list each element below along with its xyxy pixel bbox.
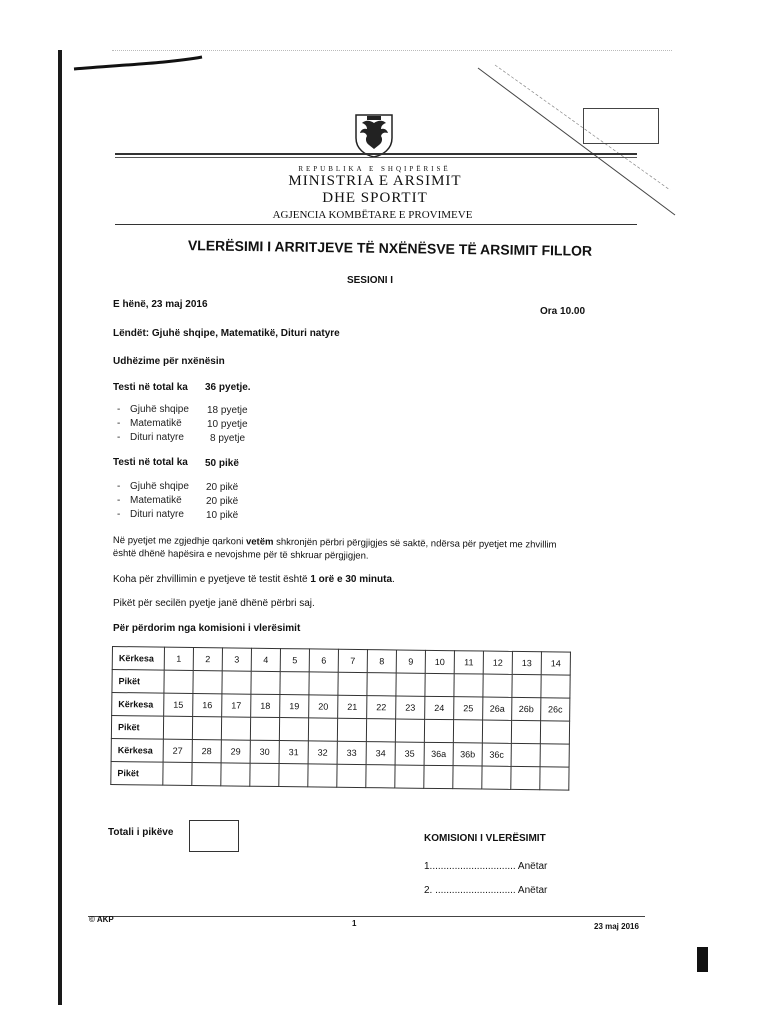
list-item-subject: Dituri natyre bbox=[130, 509, 184, 520]
question-number-cell: 7 bbox=[338, 649, 367, 672]
question-number-cell: 5 bbox=[280, 649, 309, 672]
score-entry-cell[interactable] bbox=[337, 718, 366, 741]
question-number-cell: 31 bbox=[279, 741, 308, 764]
score-entry-cell[interactable] bbox=[453, 766, 482, 789]
points-total-value: 50 pikë bbox=[205, 458, 239, 469]
score-entry-cell[interactable] bbox=[192, 762, 221, 785]
question-number-cell: 18 bbox=[251, 694, 280, 717]
question-number-cell: 11 bbox=[454, 651, 483, 674]
question-number-cell: 19 bbox=[280, 695, 309, 718]
question-number-cell: 35 bbox=[395, 742, 424, 765]
scan-left-edge bbox=[58, 50, 62, 1005]
pen-stroke bbox=[70, 55, 210, 75]
list-item-count: 10 pikë bbox=[206, 510, 239, 521]
question-number-cell bbox=[511, 743, 540, 766]
score-entry-cell[interactable] bbox=[192, 716, 221, 739]
points-total-label: Testi në total ka bbox=[113, 457, 188, 468]
score-entry-cell[interactable] bbox=[221, 717, 250, 740]
score-entry-cell[interactable] bbox=[279, 764, 308, 787]
score-entry-cell[interactable] bbox=[308, 718, 337, 741]
question-number-cell: 9 bbox=[396, 650, 425, 673]
question-number-cell: 23 bbox=[396, 696, 425, 719]
piket-label: Pikët bbox=[111, 761, 163, 785]
albania-emblem-icon bbox=[353, 112, 395, 158]
question-number-cell: 8 bbox=[367, 650, 396, 673]
score-entry-cell[interactable] bbox=[396, 673, 425, 696]
question-number-cell: 15 bbox=[164, 693, 193, 716]
session-label: SESIONI I bbox=[346, 275, 394, 286]
question-number-cell: 36c bbox=[482, 743, 511, 766]
kerkesa-label: Kërkesa bbox=[111, 738, 163, 762]
score-entry-cell[interactable] bbox=[250, 763, 279, 786]
total-points-box[interactable] bbox=[189, 820, 239, 852]
questions-total-value: 36 pyetje. bbox=[205, 382, 251, 393]
score-entry-cell[interactable] bbox=[366, 719, 395, 742]
piket-label: Pikët bbox=[111, 716, 163, 740]
question-number-cell: 4 bbox=[251, 648, 280, 671]
score-entry-cell[interactable] bbox=[366, 765, 395, 788]
emphasis-duration: 1 orë e 30 minuta bbox=[310, 574, 393, 585]
score-entry-cell[interactable] bbox=[280, 672, 309, 695]
score-entry-cell[interactable] bbox=[367, 673, 396, 696]
question-number-cell bbox=[540, 744, 569, 767]
commission-use-heading: Për përdorim nga komisioni i vlerësimit bbox=[113, 623, 301, 634]
score-entry-cell[interactable] bbox=[279, 718, 308, 741]
score-entry-cell[interactable] bbox=[338, 672, 367, 695]
footer-copyright: © AKP bbox=[89, 915, 114, 924]
list-item-count: 20 pikë bbox=[206, 482, 239, 493]
score-entry-cell[interactable] bbox=[541, 675, 570, 698]
score-entry-cell[interactable] bbox=[453, 720, 482, 743]
score-entry-cell[interactable] bbox=[193, 670, 222, 693]
questions-total-label: Testi në total ka bbox=[113, 382, 188, 393]
question-number-cell: 6 bbox=[309, 649, 338, 672]
question-number-cell: 33 bbox=[337, 741, 366, 764]
score-entry-cell[interactable] bbox=[251, 671, 280, 694]
score-entry-cell[interactable] bbox=[221, 763, 250, 786]
footer-page-number: 1 bbox=[352, 919, 357, 928]
list-item-subject: Gjuhë shqipe bbox=[130, 481, 189, 492]
list-item-subject: Gjuhë shqipe bbox=[130, 404, 189, 415]
score-entry-cell[interactable] bbox=[483, 674, 512, 697]
question-number-cell: 27 bbox=[163, 739, 192, 762]
commission-heading: KOMISIONI I VLERËSIMIT bbox=[424, 833, 546, 844]
instruction-paragraph-3: Pikët për secilën pyetje janë dhënë përbri saj. bbox=[113, 598, 315, 609]
score-entry-cell[interactable] bbox=[454, 674, 483, 697]
kerkesa-label: Kërkesa bbox=[112, 693, 164, 717]
question-number-cell: 20 bbox=[309, 695, 338, 718]
list-item-subject: Matematikë bbox=[130, 495, 182, 506]
ministry-name-line2: DHE SPORTIT bbox=[322, 190, 428, 206]
exam-title: VLERËSIMI I ARRITJEVE TË NXËNËSVE TË ARSIMIT FILLOR bbox=[187, 237, 593, 259]
question-number-cell: 12 bbox=[483, 651, 512, 674]
commission-member-1: 1............................... Anëtar bbox=[424, 861, 548, 872]
footer-rule bbox=[88, 916, 645, 917]
score-entry-cell[interactable] bbox=[163, 716, 192, 739]
commission-member-2: 2. ............................. Anëtar bbox=[424, 885, 548, 896]
question-number-cell: 2 bbox=[193, 647, 222, 670]
footer-date: 23 maj 2016 bbox=[594, 922, 639, 931]
score-entry-cell[interactable] bbox=[512, 674, 541, 697]
question-number-cell: 32 bbox=[308, 741, 337, 764]
question-number-cell: 3 bbox=[222, 648, 251, 671]
scoring-table bbox=[110, 646, 571, 791]
question-number-cell: 16 bbox=[193, 693, 222, 716]
score-entry-cell[interactable] bbox=[222, 671, 251, 694]
piket-label: Pikët bbox=[112, 670, 164, 694]
question-number-cell: 29 bbox=[221, 740, 250, 763]
agency-rule bbox=[115, 224, 637, 225]
score-entry-cell[interactable] bbox=[424, 765, 453, 788]
score-entry-cell[interactable] bbox=[511, 766, 540, 789]
ministry-name-line1: MINISTRIA E ARSIMIT bbox=[288, 173, 462, 189]
agency-name: AGJENCIA KOMBËTARE E PROVIMEVE bbox=[272, 209, 473, 221]
question-number-cell: 14 bbox=[541, 652, 570, 675]
question-number-cell: 25 bbox=[454, 697, 483, 720]
question-number-cell: 26c bbox=[541, 698, 570, 721]
exam-date: E hënë, 23 maj 2016 bbox=[113, 299, 208, 310]
republika-line: REPUBLIKA E SHQIPËRISË bbox=[298, 165, 451, 173]
header-rule-thin bbox=[115, 157, 637, 158]
score-entry-cell[interactable] bbox=[482, 766, 511, 789]
emphasis-vetem: vetëm bbox=[245, 536, 274, 548]
exam-time: Ora 10.00 bbox=[540, 306, 586, 317]
score-entry-cell[interactable] bbox=[308, 764, 337, 787]
instruction-paragraph-2: Koha për zhvillimin e pyetjeve të testit është 1 orë e 30 minuta. bbox=[113, 574, 395, 585]
scan-top-edge bbox=[112, 50, 672, 51]
list-item-count: 20 pikë bbox=[206, 496, 239, 507]
question-number-cell: 26a bbox=[483, 697, 512, 720]
question-number-cell: 13 bbox=[512, 651, 541, 674]
code-box bbox=[583, 108, 659, 144]
question-number-cell: 10 bbox=[425, 650, 454, 673]
table-row-piket bbox=[111, 761, 569, 790]
header-rule bbox=[115, 153, 637, 155]
instruction-paragraph-1-line2: është dhënë hapësira e nevojshme për të shkruar përgjigjen. bbox=[112, 548, 369, 562]
list-item-count: 18 pyetje bbox=[207, 405, 248, 416]
list-item-count: 8 pyetje bbox=[210, 433, 246, 444]
question-number-cell: 21 bbox=[338, 695, 367, 718]
question-number-cell: 36a bbox=[424, 742, 453, 765]
score-entry-cell[interactable] bbox=[337, 764, 366, 787]
score-entry-cell[interactable] bbox=[395, 765, 424, 788]
scan-mark bbox=[697, 947, 708, 972]
subjects-line: Lëndët: Gjuhë shqipe, Matematikë, Dituri natyre bbox=[113, 328, 340, 339]
score-entry-cell[interactable] bbox=[424, 719, 453, 742]
score-entry-cell[interactable] bbox=[540, 721, 569, 744]
score-entry-cell[interactable] bbox=[482, 720, 511, 743]
question-number-cell: 30 bbox=[250, 740, 279, 763]
exam-cover-page: REPUBLIKA E SHQIPËRISË MINISTRIA E ARSIMIT DHE SPORTIT AGJENCIA KOMBËTARE E PROVIMEVE VLERËSIMI I ARRITJEVE TË NXËNËSVE TË ARSIMIT FILLOR SESIONI I E hënë, 23 maj 2016 Ora 10.00 Lëndët: Gjuhë shqipe, Matematikë, Dituri natyre Udhëzime për nxënësin Testi në total ka 36 pyetje. - Gjuhë shqipe 18 pyetje - Matematikë 10 pyetje - Dituri natyre 8 pyetje Testi në total ka 50 pikë - Gjuhë shqipe 20 pikë - Matematikë 20 pikë - Dituri natyre 10 pikë Në pyetjet me zgjedhje qarkoni vetëm shkronjën përbri përgjigjes së saktë, ndërsa për pyetjet me zhvillim është dhënë hapësira e nevojshme për të shkruar përgjigjen. Koha për zhvillimin e pyetjeve të testit është 1 orë e 30 minuta. Pikët për secilën pyetje janë dhënë përbri saj. Për përdorim nga komisioni i vlerësimit Kërkesa 1 2 3 4 5 6 7 8 9 10 11 12 13 14 Pikët Kërkesa 15 16 17 18 19 20 21 22 23 24 25 26a 26b 26c Pikët Kërkesa 27 28 29 30 31 32 33 34 35 36a 36b 36c Pikët Totali i pikëve KOMISIONI I VLERËSIMIT 1............................... Anëtar 2. ............................. Anëtar © AKP 1 23 maj 2016 bbox=[0, 0, 768, 1024]
score-entry-cell[interactable] bbox=[540, 767, 569, 790]
score-entry-cell[interactable] bbox=[163, 762, 192, 785]
score-entry-cell[interactable] bbox=[511, 720, 540, 743]
question-number-cell: 24 bbox=[425, 696, 454, 719]
list-item-subject: Dituri natyre bbox=[130, 432, 184, 443]
question-number-cell: 34 bbox=[366, 742, 395, 765]
total-points-label: Totali i pikëve bbox=[108, 827, 174, 838]
kerkesa-label: Kërkesa bbox=[112, 647, 164, 671]
score-entry-cell[interactable] bbox=[425, 673, 454, 696]
question-number-cell: 1 bbox=[164, 647, 193, 670]
question-number-cell: 17 bbox=[222, 694, 251, 717]
question-number-cell: 26b bbox=[512, 697, 541, 720]
score-entry-cell[interactable] bbox=[395, 719, 424, 742]
list-item-count: 10 pyetje bbox=[207, 419, 248, 430]
score-entry-cell[interactable] bbox=[309, 672, 338, 695]
question-number-cell: 28 bbox=[192, 739, 221, 762]
instruction-paragraph-1: Në pyetjet me zgjedhje qarkoni vetëm shkronjën përbri përgjigjes së saktë, ndërsa për pyetjet me zhvillim bbox=[112, 535, 557, 551]
instructions-heading: Udhëzime për nxënësin bbox=[113, 356, 225, 367]
question-number-cell: 22 bbox=[367, 696, 396, 719]
score-entry-cell[interactable] bbox=[164, 670, 193, 693]
question-number-cell: 36b bbox=[453, 743, 482, 766]
score-entry-cell[interactable] bbox=[250, 717, 279, 740]
list-item-subject: Matematikë bbox=[130, 418, 182, 429]
